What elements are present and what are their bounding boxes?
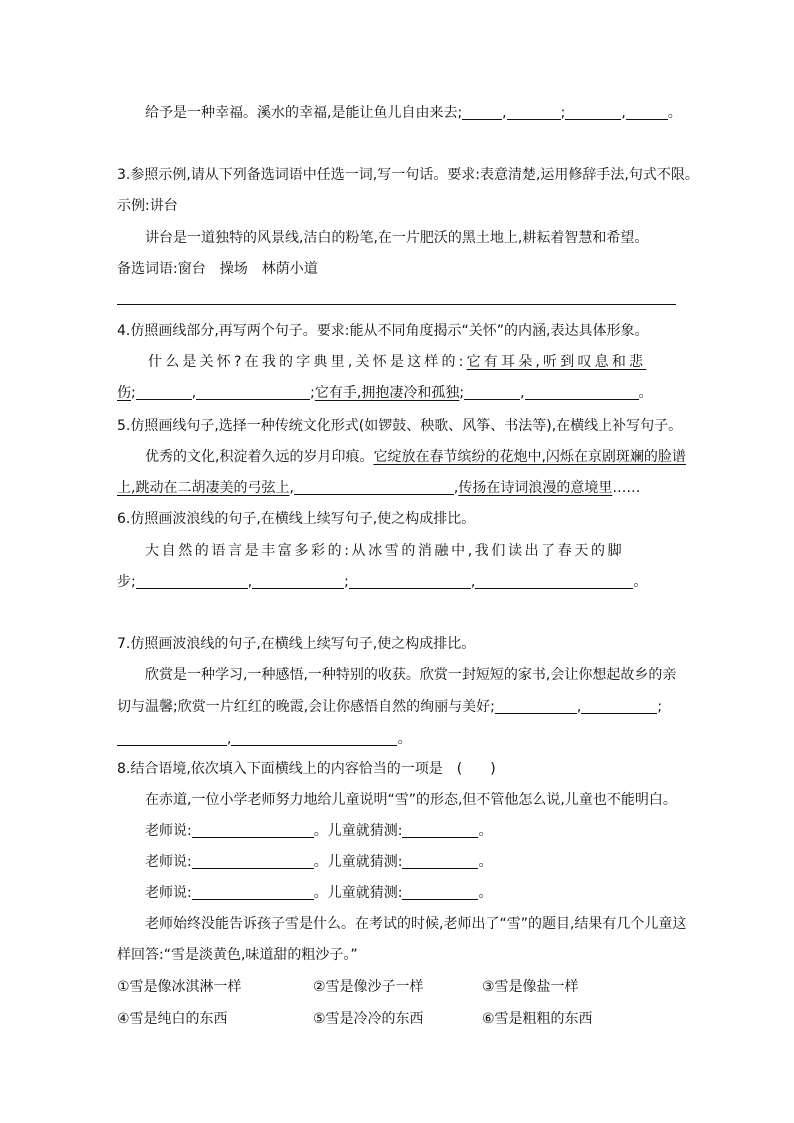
answer-blank[interactable]: [475, 572, 633, 589]
option-2[interactable]: ②雪是像沙子一样: [313, 979, 424, 995]
punct: ;: [344, 574, 349, 590]
punct: 。: [638, 385, 653, 401]
q6-wavy-sentence: 从冰雪的消融中,我们读出了春天的脚: [351, 543, 625, 559]
punct: 。: [667, 105, 682, 121]
q5-prompt: 5.仿照画线句子,选择一种传统文化形式(如锣鼓、秧歌、风筝、书法等),在横线上补写句子。: [117, 418, 683, 434]
punct: ,: [621, 105, 626, 121]
punct: ;: [131, 574, 136, 590]
answer-blank[interactable]: [192, 821, 314, 838]
q7-line2-plain: 切与温馨;: [117, 699, 178, 715]
answer-blank[interactable]: [196, 383, 310, 400]
punct: 。: [397, 731, 412, 747]
q4-line1-plain: 什么是关怀?在我的字典里,关怀是这样的:: [148, 354, 467, 370]
answer-blank[interactable]: [231, 729, 397, 746]
q8-dialogue-line: [145, 852, 492, 872]
option-5[interactable]: ⑤雪是冷冷的东西: [313, 1011, 424, 1027]
punct: ,: [576, 699, 582, 715]
q8-prompt: 8.结合语境,依次填入下面横线上的内容恰当的一项是 ( ): [117, 761, 496, 777]
option-4[interactable]: ④雪是纯白的东西: [117, 1011, 228, 1027]
punct: ,: [470, 574, 476, 590]
q8-dialogue-line: [145, 883, 492, 903]
punct: ,: [502, 105, 507, 121]
q4-underlined-end: 伤: [117, 385, 131, 401]
q3-choices: 备选词语:窗台 操场 林荫小道: [117, 261, 318, 277]
answer-blank[interactable]: [565, 103, 621, 120]
punct: 。: [633, 574, 648, 590]
answer-blank[interactable]: [294, 478, 454, 495]
punct: ,: [191, 385, 197, 401]
q3-prompt: 3.参照示例,请从下列备选词语中任选一词,写一句话。要求:表意清楚,运用修辞手法,句式不限。: [117, 167, 699, 183]
punct: 。: [478, 854, 493, 870]
q5-line1-plain: 优秀的文化,积淀着久远的岁月印痕。: [145, 449, 374, 465]
q8-intro: 在赤道,一位小学老师努力地给儿童说明“雪”的形态,但不管他怎么说,儿童也不能明白。: [145, 792, 677, 808]
teacher-label: 老师说:: [145, 885, 192, 901]
q7-line3: [117, 729, 411, 749]
option-6[interactable]: ⑥雪是粗粗的东西: [482, 1011, 593, 1027]
q7-line1: 欣赏是一种学习,一种感悟,一种特别的收获。欣赏一封短短的家书,会让你想起故乡的亲: [145, 667, 677, 683]
punct: ……: [612, 480, 641, 496]
punct: ;: [310, 385, 315, 401]
answer-blank[interactable]: [192, 883, 314, 900]
answer-blank[interactable]: [507, 103, 561, 120]
q8-dialogue-line: [145, 821, 492, 841]
answer-blank[interactable]: [349, 572, 471, 589]
q4-underlined-sentence-2: 它有手,拥抱凄冷和孤独: [314, 385, 460, 401]
q6-prompt: 6.仿照画波浪线的句子,在横线上续写句子,使之构成排比。: [117, 511, 476, 527]
teacher-label: 老师说:: [145, 854, 192, 870]
q6-line2: [117, 572, 647, 592]
punct: ;: [560, 105, 566, 121]
q4-underlined-sentence: 它有耳朵,听到叹息和悲: [466, 354, 647, 370]
answer-blank[interactable]: [402, 852, 478, 869]
q7-line2: [117, 697, 662, 717]
q3-answer-line[interactable]: [117, 304, 676, 305]
answer-blank[interactable]: [402, 883, 478, 900]
punct: 。: [478, 885, 493, 901]
q8-conclusion-1: 老师始终没能告诉孩子雪是什么。在考试的时候,老师出了“雪”的题目,结果有几个儿童这: [145, 916, 687, 932]
q3-example-text: 讲台是一道独特的风景线,洁白的粉笔,在一片肥沃的黑土地上,耕耘着智慧和希望。: [145, 230, 649, 246]
q7-wavy-sentence: 欣赏一片红红的晚霞,会让你感悟自然的绚丽与美好: [177, 699, 491, 715]
answer-blank[interactable]: [626, 103, 668, 120]
q4-prompt: 4.仿照画线部分,再写两个句子。要求:能从不同角度揭示“关怀”的内涵,表达具体形象。: [117, 323, 649, 339]
q7-prompt: 7.仿照画波浪线的句子,在横线上续写句子,使之构成排比。: [117, 636, 476, 652]
q2-continuation-line: [145, 103, 682, 123]
punct: ;: [459, 385, 465, 401]
punct: ;: [657, 699, 663, 715]
q8-conclusion-2: 样回答:“雪是淡黄色,味道甜的粗沙子。”: [117, 947, 358, 963]
answer-blank[interactable]: [136, 572, 248, 589]
q5-underlined-sentence: 它绽放在春节缤纷的花炮中,闪烁在京剧斑斓的脸谱: [373, 449, 686, 465]
q4-line2: [117, 383, 653, 403]
answer-blank[interactable]: [495, 697, 577, 714]
option-1[interactable]: ①雪是像冰淇淋一样: [117, 979, 242, 995]
q6-line1-plain: 大自然的语言是丰富多彩的:: [145, 543, 352, 559]
answer-blank[interactable]: [581, 697, 657, 714]
answer-blank[interactable]: [117, 729, 227, 746]
q6-line1: [145, 541, 624, 561]
q5-underlined-sentence-3: 传扬在诗词浪漫的意境里: [458, 480, 613, 496]
answer-blank[interactable]: [525, 383, 639, 400]
answer-blank[interactable]: [402, 821, 478, 838]
answer-blank[interactable]: [252, 572, 344, 589]
child-label: 。儿童就猜测:: [313, 823, 403, 839]
punct: 。: [478, 823, 493, 839]
q3-example-label: 示例:讲台: [117, 198, 178, 214]
child-label: 。儿童就猜测:: [313, 854, 403, 870]
punct: ,: [227, 731, 232, 747]
teacher-label: 老师说:: [145, 823, 192, 839]
punct: ,: [247, 574, 253, 590]
q5-underlined-sentence-2: 上,跳动在二胡凄美的弓弦上: [117, 480, 290, 496]
answer-blank[interactable]: [136, 383, 192, 400]
q4-line1: [148, 352, 646, 372]
q2-text: 给予是一种幸福。溪水的幸福,是能让鱼儿自由来去;: [145, 105, 463, 121]
punct: ;: [490, 699, 495, 715]
child-label: 。儿童就猜测:: [313, 885, 403, 901]
punct: ,: [289, 480, 294, 496]
punct: ,: [453, 480, 459, 496]
punct: ;: [131, 385, 136, 401]
q5-line2: [117, 478, 640, 498]
q6-wavy-end: 步: [117, 574, 131, 590]
answer-blank[interactable]: [462, 103, 502, 120]
q5-line1: [145, 447, 686, 467]
answer-blank[interactable]: [192, 852, 314, 869]
punct: ,: [520, 385, 525, 401]
option-3[interactable]: ③雪是像盐一样: [482, 979, 579, 995]
answer-blank[interactable]: [464, 383, 520, 400]
